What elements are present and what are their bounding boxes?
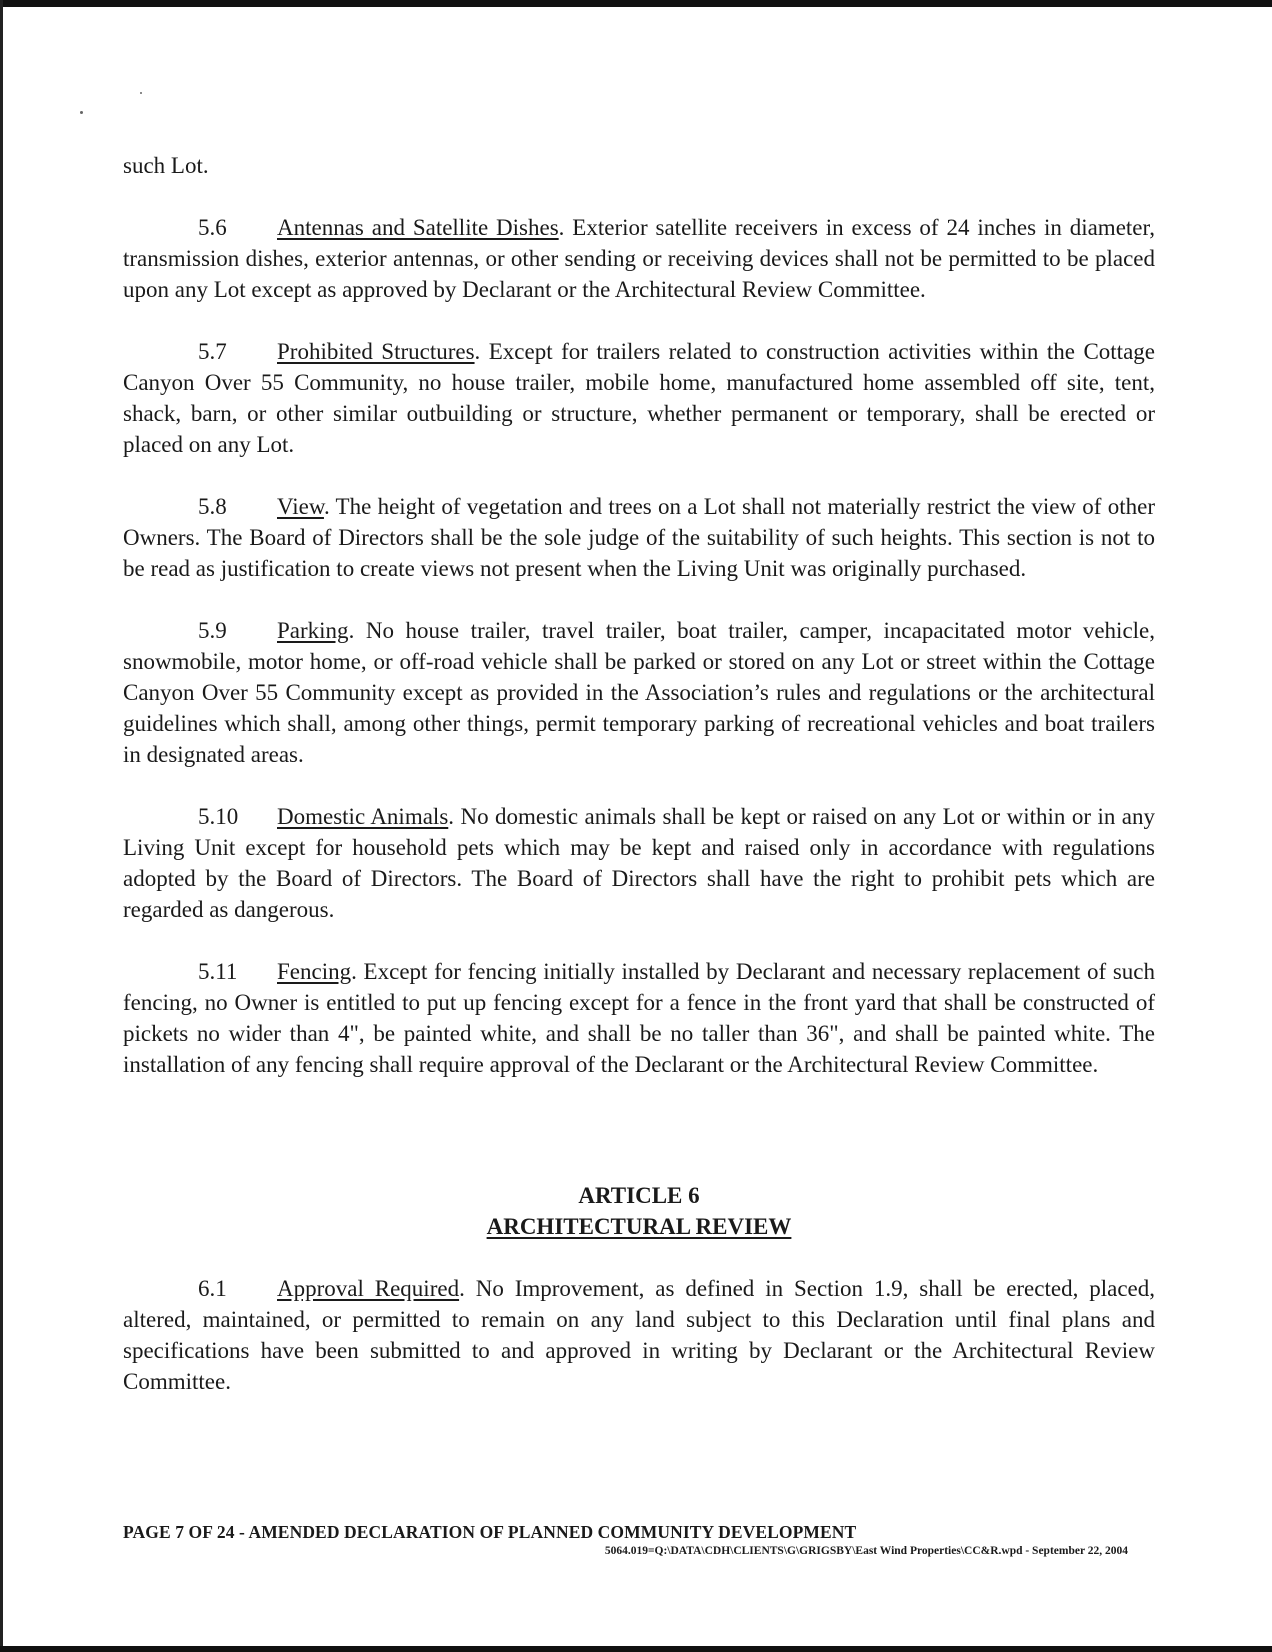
footer-page-line: PAGE 7 OF 24 - AMENDED DECLARATION OF PLANNED COMMUNITY DEVELOPMENT bbox=[123, 1522, 857, 1542]
section-5-10 bbox=[123, 801, 1155, 925]
section-body: . Exterior satellite receivers in excess of 24 inches in diameter, transmission dishes, exterior antennas, or other sending or receiving devices shall not be permitted to be placed upon any Lot except as approved by Declarant or the Architectural Review Committee. bbox=[123, 215, 1155, 302]
section-number: 5.10 bbox=[198, 804, 239, 829]
section-body: . Except for fencing initially installed by Declarant and necessary replacement of such fencing, no Owner is entitled to put up fencing except for a fence in the front yard that shall be constructed of pickets no wider than 4", be painted white, and shall be no taller than 36", and shall be painted white. The installation of any fencing shall require approval of the Declarant or the Architectural Review Committee. bbox=[123, 959, 1155, 1077]
section-number: 5.6 bbox=[198, 215, 227, 240]
section-5-11 bbox=[123, 956, 1155, 1080]
section-number: 5.9 bbox=[198, 618, 227, 643]
section-heading: Approval Required bbox=[277, 1276, 460, 1301]
section-heading: Prohibited Structures bbox=[277, 339, 475, 364]
section-number: 5.11 bbox=[198, 959, 238, 984]
section-heading: Fencing bbox=[277, 959, 352, 984]
section-6-1 bbox=[123, 1273, 1155, 1397]
section-5-6 bbox=[123, 212, 1155, 305]
section-heading: Domestic Animals bbox=[277, 804, 449, 829]
scan-speck bbox=[80, 111, 83, 114]
scan-border-bottom bbox=[0, 1646, 1272, 1652]
section-body: . No house trailer, travel trailer, boat trailer, camper, incapacitated motor vehicle, snowmobile, motor home, or off-road vehicle shall be parked or stored on any Lot or street within the Cottage Canyon Over 55 Community except as provided in the Association’s rules and regulations or the architectural guidelines which shall, among other things, permit temporary parking of recreational vehicles and boat trailers in designated areas. bbox=[123, 618, 1155, 767]
section-body: . The height of vegetation and trees on a Lot shall not materially restrict the view of other Owners. The Board of Directors shall be the sole judge of the suitability of such heights. This section is not to be read as justification to create views not present when the Living Unit was originally purchased. bbox=[123, 494, 1155, 581]
section-5-7 bbox=[123, 336, 1155, 460]
page-footer bbox=[123, 1522, 1133, 1557]
section-number: 5.7 bbox=[198, 339, 227, 364]
article-heading bbox=[123, 1180, 1155, 1242]
scan-border-top bbox=[0, 0, 1272, 7]
section-heading: Antennas and Satellite Dishes bbox=[277, 215, 559, 240]
scan-border-left bbox=[0, 0, 3, 1652]
section-5-8 bbox=[123, 491, 1155, 584]
article-title: ARCHITECTURAL REVIEW bbox=[486, 1214, 792, 1239]
article-label: ARTICLE 6 bbox=[578, 1183, 700, 1208]
section-heading: Parking bbox=[277, 618, 349, 643]
section-body: . No Improvement, as defined in Section 1.9, shall be erected, placed, altered, maintained, or permitted to remain on any land subject to this Declaration until final plans and specifications have been submitted to and approved in writing by Declarant or the Architectural Review Committee. bbox=[123, 1276, 1155, 1394]
intro-text: such Lot. bbox=[123, 153, 209, 178]
section-5-9 bbox=[123, 615, 1155, 770]
section-body: . No domestic animals shall be kept or raised on any Lot or within or in any Living Unit except for household pets which may be kept and raised only in accordance with regulations adopted by the Board of Directors. The Board of Directors shall have the right to prohibit pets which are regarded as dangerous. bbox=[123, 804, 1155, 922]
document-page bbox=[123, 150, 1155, 1397]
section-number: 6.1 bbox=[198, 1276, 227, 1301]
footer-file-path: 5064.019=Q:\DATA\CDH\CLIENTS\G\GRIGSBY\East Wind Properties\CC&R.wpd - September 22, 2004 bbox=[604, 1545, 1128, 1557]
section-body: . Except for trailers related to construction activities within the Cottage Canyon Over 55 Community, no house trailer, mobile home, manufactured home assembled off site, tent, shack, barn, or other similar outbuilding or structure, whether permanent or temporary, shall be erected or placed on any Lot. bbox=[123, 339, 1155, 457]
section-heading: View bbox=[277, 494, 324, 519]
section-number: 5.8 bbox=[198, 494, 227, 519]
scan-speck bbox=[140, 92, 142, 94]
